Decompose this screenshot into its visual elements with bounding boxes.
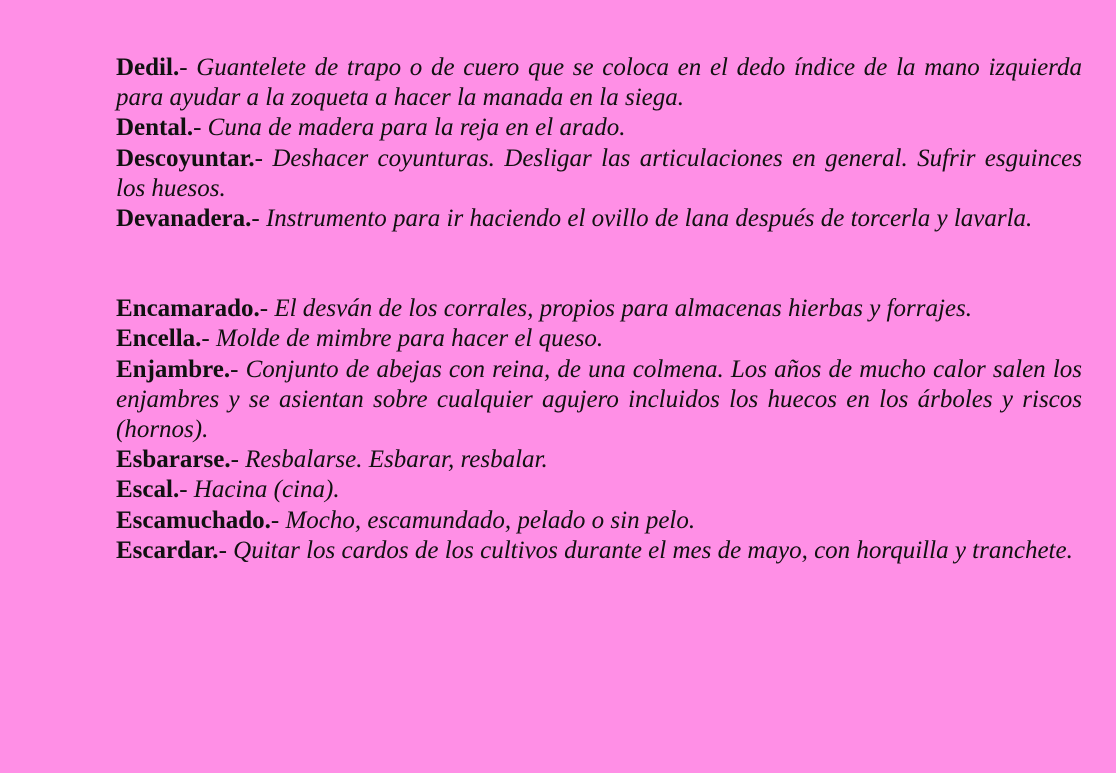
term: Encella. (116, 325, 202, 353)
glossary-entry-dental (116, 113, 1082, 143)
definition: Deshacer coyunturas. Desligar las articulaciones en general. Sufrir esguinces los huesos. (116, 144, 1082, 202)
glossary-entry-esbararse (116, 445, 1082, 475)
separator: - (179, 54, 197, 81)
glossary-entry-encamarado (116, 294, 1082, 324)
definition: Quitar los cardos de los cultivos durante el mes de mayo, con horquilla y tranchete. (233, 536, 1073, 564)
separator: - (230, 355, 246, 383)
definition: Guantelete de trapo o de cuero que se coloca en el dedo índice de la mano izquierda para ayudar a la zoqueta a hacer la manada en la siega. (116, 54, 1082, 112)
term: Escamuchado. (116, 506, 271, 534)
glossary-entry-encella (116, 324, 1082, 354)
separator: - (251, 205, 266, 233)
separator: - (230, 446, 246, 474)
separator: - (179, 476, 194, 504)
separator: - (218, 536, 234, 564)
definition: Molde de mimbre para hacer el queso. (216, 325, 604, 353)
glossary-entry-escal (116, 475, 1082, 505)
separator: - (193, 114, 208, 142)
definition: Cuna de madera para la reja en el arado. (207, 114, 626, 142)
definition: Resbalarse. Esbarar, resbalar. (245, 446, 548, 474)
term: Dental. (116, 114, 194, 142)
definition: El desván de los corrales, propios para almacenas hierbas y forrajes. (274, 295, 972, 323)
term: Escardar. (116, 536, 219, 564)
glossary-page (116, 53, 1082, 566)
glossary-entry-descoyuntar (116, 144, 1082, 204)
term: Devanadera. (116, 205, 252, 233)
glossary-section-d (116, 53, 1082, 234)
definition: Hacina (cina). (193, 476, 340, 504)
term: Encamarado. (116, 295, 260, 323)
glossary-entry-dedil (116, 53, 1082, 113)
glossary-entry-devanadera (116, 204, 1082, 234)
separator: - (201, 325, 216, 353)
separator: - (254, 144, 273, 172)
glossary-entry-escardar (116, 536, 1082, 566)
term: Descoyuntar. (116, 144, 255, 172)
term: Enjambre. (116, 355, 231, 383)
definition: Instrumento para ir haciendo el ovillo de lana después de torcerla y lavarla. (265, 205, 1033, 233)
term: Dedil. (116, 54, 180, 81)
glossary-entry-escamuchado (116, 506, 1082, 536)
separator: - (270, 506, 286, 534)
glossary-entry-enjambre (116, 355, 1082, 446)
term: Esbararse. (116, 446, 231, 474)
definition: Conjunto de abejas con reina, de una colmena. Los años de mucho calor salen los enjambres y se asientan sobre cualquier agujero incluidos los huecos en los árboles y riscos (hornos). (116, 355, 1082, 444)
definition: Mocho, escamundado, pelado o sin pelo. (285, 506, 696, 534)
separator: - (259, 295, 275, 323)
glossary-section-e (116, 294, 1082, 566)
term: Escal. (116, 476, 180, 504)
